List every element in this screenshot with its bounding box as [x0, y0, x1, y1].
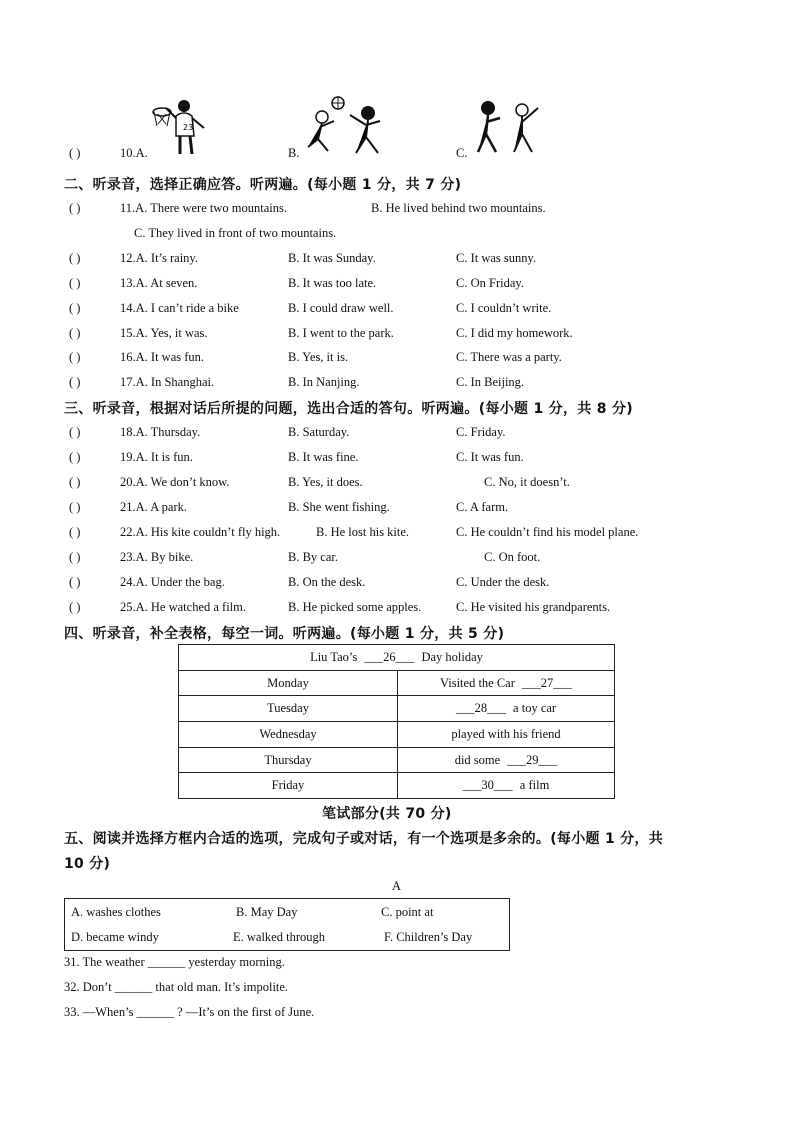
- q25-paren[interactable]: ( ): [69, 600, 81, 614]
- q21-option-b: B. She went fishing.: [288, 500, 390, 514]
- q16-option-c: C. There was a party.: [456, 350, 562, 364]
- q12-paren[interactable]: ( ): [69, 251, 81, 265]
- table-row: [179, 747, 615, 773]
- q24-option-a: 24.A. Under the bag.: [120, 575, 225, 589]
- q11-option-b: B. He lived behind two mountains.: [371, 201, 546, 215]
- part-a-label: A: [392, 879, 402, 893]
- q17-paren[interactable]: ( ): [69, 375, 81, 389]
- q18-option-b: B. Saturday.: [288, 425, 350, 439]
- q13-option-c: C. On Friday.: [456, 276, 524, 290]
- activity-cell: [398, 747, 615, 773]
- section-5-heading-line2: 10 分): [64, 856, 111, 872]
- q19-option-c: C. It was fun.: [456, 450, 524, 464]
- q20-option-a: 20.A. We don’t know.: [120, 475, 230, 489]
- basketball-player-icon: [150, 98, 212, 158]
- activity-post: a toy car: [513, 701, 557, 716]
- q10-option-a: 10.A.: [120, 146, 148, 160]
- q25-option-b: B. He picked some apples.: [288, 600, 422, 614]
- q12-option-c: C. It was sunny.: [456, 251, 537, 265]
- table-row: [179, 722, 615, 748]
- table-row: [179, 670, 615, 696]
- q14-option-b: B. I could draw well.: [288, 301, 394, 315]
- option-f: F. Children’s Day: [384, 930, 473, 944]
- blank-26[interactable]: ___26___: [364, 649, 415, 664]
- q10-paren[interactable]: ( ): [69, 146, 81, 160]
- table-row: [179, 696, 615, 722]
- section-4-heading: 四、听录音，补全表格，每空一词。听两遍。(每小题 1 分，共 5 分): [64, 626, 505, 642]
- q20-option-c: C. No, it doesn’t.: [484, 475, 570, 489]
- q17-option-a: 17.A. In Shanghai.: [120, 375, 215, 389]
- activity-cell: [398, 773, 615, 799]
- q19-option-b: B. It was fine.: [288, 450, 359, 464]
- q24-paren[interactable]: ( ): [69, 575, 81, 589]
- q13-option-b: B. It was too late.: [288, 276, 377, 290]
- blank-29[interactable]: ___29___: [507, 752, 558, 767]
- written-part-heading: 笔试部分(共 70 分): [322, 806, 452, 822]
- baseball-players-icon: [470, 98, 546, 158]
- q22-option-c: C. He couldn’t find his model plane.: [456, 525, 639, 539]
- svg-text:23: 23: [183, 123, 194, 132]
- q22-option-b: B. He lost his kite.: [316, 525, 410, 539]
- table-row: [179, 645, 615, 671]
- activity-cell: [398, 696, 615, 722]
- q25-option-c: C. He visited his grandparents.: [456, 600, 611, 614]
- q21-option-c: C. A farm.: [456, 500, 509, 514]
- q11-paren[interactable]: ( ): [69, 201, 81, 215]
- option-a: A. washes clothes: [71, 905, 161, 919]
- q23-option-a: 23.A. By bike.: [120, 550, 194, 564]
- q24-option-c: C. Under the desk.: [456, 575, 550, 589]
- q16-option-a: 16.A. It was fun.: [120, 350, 205, 364]
- q13-paren[interactable]: ( ): [69, 276, 81, 290]
- q25-option-a: 25.A. He watched a film.: [120, 600, 247, 614]
- activity-cell: [398, 670, 615, 696]
- table-row: [179, 773, 615, 799]
- option-d: D. became windy: [71, 930, 159, 944]
- q19-paren[interactable]: ( ): [69, 450, 81, 464]
- q24-option-b: B. On the desk.: [288, 575, 366, 589]
- q18-option-c: C. Friday.: [456, 425, 506, 439]
- q33[interactable]: 33. —When’s ______ ? —It’s on the first of June.: [64, 1005, 315, 1019]
- q19-option-a: 19.A. It is fun.: [120, 450, 193, 464]
- q12-option-b: B. It was Sunday.: [288, 251, 376, 265]
- q23-paren[interactable]: ( ): [69, 550, 81, 564]
- q14-paren[interactable]: ( ): [69, 301, 81, 315]
- section-5-heading-line1: 五、阅读并选择方框内合适的选项，完成句子或对话，有一个选项是多余的。(每小题 1 分，共: [64, 831, 664, 847]
- q15-paren[interactable]: ( ): [69, 326, 81, 340]
- q12-option-a: 12.A. It’s rainy.: [120, 251, 198, 265]
- q14-option-a: 14.A. I can’t ride a bike: [120, 301, 239, 315]
- q22-paren[interactable]: ( ): [69, 525, 81, 539]
- blank-27[interactable]: ___27___: [522, 675, 573, 690]
- table-title-pre: Liu Tao’s: [310, 649, 358, 664]
- option-e: E. walked through: [233, 930, 325, 944]
- q17-option-b: B. In Nanjing.: [288, 375, 360, 389]
- activity-cell: played with his friend: [398, 722, 615, 748]
- day-cell: Wednesday: [179, 722, 398, 748]
- q20-paren[interactable]: ( ): [69, 475, 81, 489]
- section-2-heading: 二、听录音，选择正确应答。听两遍。(每小题 1 分，共 7 分): [64, 177, 462, 193]
- q21-paren[interactable]: ( ): [69, 500, 81, 514]
- day-cell: Thursday: [179, 747, 398, 773]
- q15-option-a: 15.A. Yes, it was.: [120, 326, 208, 340]
- option-b: B. May Day: [236, 905, 298, 919]
- option-c: C. point at: [381, 905, 434, 919]
- day-cell: Tuesday: [179, 696, 398, 722]
- q21-option-a: 21.A. A park.: [120, 500, 188, 514]
- blank-28[interactable]: ___28___: [455, 701, 506, 716]
- activity-pre: Visited the Car: [439, 675, 515, 690]
- q16-option-b: B. Yes, it is.: [288, 350, 349, 364]
- q13-option-a: 13.A. At seven.: [120, 276, 198, 290]
- section-3-heading: 三、听录音，根据对话后所提的问题，选出合适的答句。听两遍。(每小题 1 分，共 8 分): [64, 401, 633, 417]
- day-cell: Monday: [179, 670, 398, 696]
- day-cell: Friday: [179, 773, 398, 799]
- activity-post: a film: [519, 778, 550, 793]
- q23-option-c: C. On foot.: [484, 550, 541, 564]
- q15-option-c: C. I did my homework.: [456, 326, 573, 340]
- q10-option-b: B.: [288, 146, 300, 160]
- blank-30[interactable]: ___30___: [462, 778, 513, 793]
- q16-paren[interactable]: ( ): [69, 350, 81, 364]
- q18-option-a: 18.A. Thursday.: [120, 425, 201, 439]
- table-title-cell: [179, 645, 615, 671]
- activity-pre: did some: [454, 752, 501, 767]
- q10-option-c: C.: [456, 146, 468, 160]
- table-title-post: Day holiday: [421, 649, 483, 664]
- football-players-icon: [300, 95, 392, 157]
- q23-option-b: B. By car.: [288, 550, 338, 564]
- q11-option-c: C. They lived in front of two mountains.: [134, 226, 337, 240]
- q22-option-a: 22.A. His kite couldn’t fly high.: [120, 525, 281, 539]
- q20-option-b: B. Yes, it does.: [288, 475, 363, 489]
- q18-paren[interactable]: ( ): [69, 425, 81, 439]
- q11-option-a: 11.A. There were two mountains.: [120, 201, 287, 215]
- holiday-table: [178, 644, 615, 799]
- q15-option-b: B. I went to the park.: [288, 326, 394, 340]
- q31[interactable]: 31. The weather ______ yesterday morning.: [64, 955, 285, 969]
- q32[interactable]: 32. Don’t ______ that old man. It’s impolite.: [64, 980, 289, 994]
- q17-option-c: C. In Beijing.: [456, 375, 525, 389]
- q14-option-c: C. I couldn’t write.: [456, 301, 552, 315]
